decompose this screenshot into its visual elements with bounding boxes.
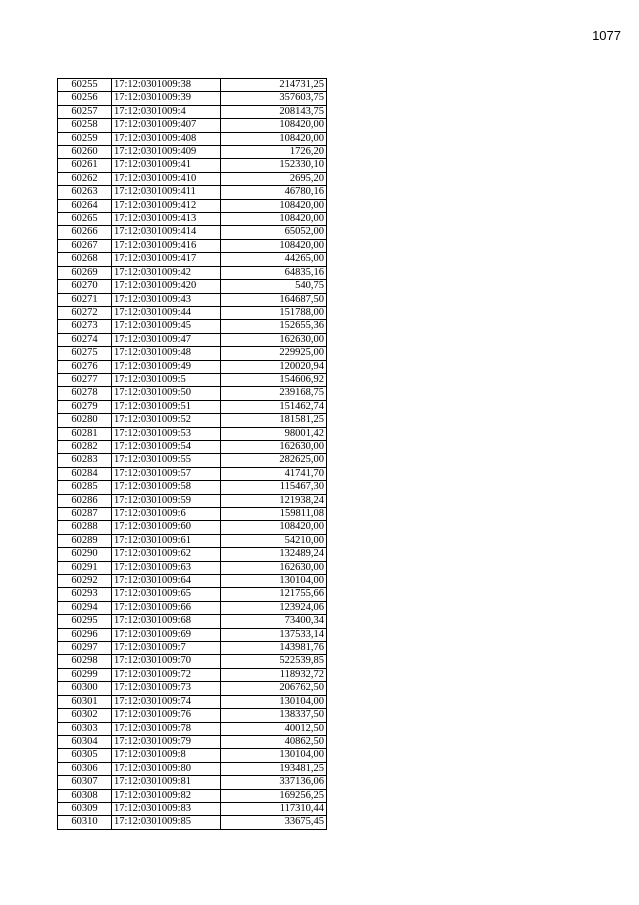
row-number-cell: 60303 xyxy=(58,722,112,735)
value-cell: 98001,42 xyxy=(221,427,327,440)
row-number-cell: 60255 xyxy=(58,79,112,92)
table-row xyxy=(58,253,327,266)
cadastral-number-cell: 17:12:0301009:54 xyxy=(112,440,221,453)
table-row xyxy=(58,320,327,333)
table-row xyxy=(58,735,327,748)
table-row xyxy=(58,749,327,762)
page-number: 1077 xyxy=(592,28,621,43)
table-row xyxy=(58,561,327,574)
value-cell: 159811,08 xyxy=(221,508,327,521)
cadastral-number-cell: 17:12:0301009:6 xyxy=(112,508,221,521)
table-row xyxy=(58,239,327,252)
row-number-cell: 60284 xyxy=(58,467,112,480)
row-number-cell: 60298 xyxy=(58,655,112,668)
cadastral-number-cell: 17:12:0301009:50 xyxy=(112,387,221,400)
cadastral-number-cell: 17:12:0301009:48 xyxy=(112,347,221,360)
value-cell: 123924,06 xyxy=(221,601,327,614)
row-number-cell: 60269 xyxy=(58,266,112,279)
value-cell: 130104,00 xyxy=(221,749,327,762)
value-cell: 143981,76 xyxy=(221,642,327,655)
row-number-cell: 60275 xyxy=(58,347,112,360)
value-cell: 108420,00 xyxy=(221,521,327,534)
table-row xyxy=(58,628,327,641)
row-number-cell: 60283 xyxy=(58,454,112,467)
table-row xyxy=(58,119,327,132)
table-row xyxy=(58,266,327,279)
table-row xyxy=(58,293,327,306)
value-cell: 239168,75 xyxy=(221,387,327,400)
row-number-cell: 60281 xyxy=(58,427,112,440)
row-number-cell: 60272 xyxy=(58,306,112,319)
cadastral-number-cell: 17:12:0301009:410 xyxy=(112,172,221,185)
table-row xyxy=(58,709,327,722)
row-number-cell: 60300 xyxy=(58,682,112,695)
cadastral-number-cell: 17:12:0301009:51 xyxy=(112,400,221,413)
value-cell: 154606,92 xyxy=(221,373,327,386)
cadastral-number-cell: 17:12:0301009:70 xyxy=(112,655,221,668)
row-number-cell: 60258 xyxy=(58,119,112,132)
row-number-cell: 60266 xyxy=(58,226,112,239)
table-row xyxy=(58,816,327,829)
cadastral-number-cell: 17:12:0301009:73 xyxy=(112,682,221,695)
row-number-cell: 60293 xyxy=(58,588,112,601)
value-cell: 130104,00 xyxy=(221,575,327,588)
row-number-cell: 60264 xyxy=(58,199,112,212)
cadastral-number-cell: 17:12:0301009:76 xyxy=(112,709,221,722)
cadastral-number-cell: 17:12:0301009:408 xyxy=(112,132,221,145)
cadastral-number-cell: 17:12:0301009:412 xyxy=(112,199,221,212)
row-number-cell: 60294 xyxy=(58,601,112,614)
table-row xyxy=(58,400,327,413)
row-number-cell: 60305 xyxy=(58,749,112,762)
row-number-cell: 60289 xyxy=(58,534,112,547)
value-cell: 73400,34 xyxy=(221,615,327,628)
table-row xyxy=(58,575,327,588)
row-number-cell: 60292 xyxy=(58,575,112,588)
table-row xyxy=(58,427,327,440)
cadastral-number-cell: 17:12:0301009:60 xyxy=(112,521,221,534)
row-number-cell: 60288 xyxy=(58,521,112,534)
value-cell: 208143,75 xyxy=(221,105,327,118)
cadastral-number-cell: 17:12:0301009:42 xyxy=(112,266,221,279)
value-cell: 522539,85 xyxy=(221,655,327,668)
cadastral-number-cell: 17:12:0301009:64 xyxy=(112,575,221,588)
cadastral-number-cell: 17:12:0301009:52 xyxy=(112,414,221,427)
row-number-cell: 60304 xyxy=(58,735,112,748)
table-row xyxy=(58,132,327,145)
table-row xyxy=(58,642,327,655)
cadastral-number-cell: 17:12:0301009:68 xyxy=(112,615,221,628)
row-number-cell: 60274 xyxy=(58,333,112,346)
table-row xyxy=(58,454,327,467)
value-cell: 2695,20 xyxy=(221,172,327,185)
table-row xyxy=(58,615,327,628)
cadastral-number-cell: 17:12:0301009:65 xyxy=(112,588,221,601)
value-cell: 206762,50 xyxy=(221,682,327,695)
table-row xyxy=(58,226,327,239)
cadastral-number-cell: 17:12:0301009:79 xyxy=(112,735,221,748)
value-cell: 152655,36 xyxy=(221,320,327,333)
value-cell: 181581,25 xyxy=(221,414,327,427)
row-number-cell: 60310 xyxy=(58,816,112,829)
cadastral-number-cell: 17:12:0301009:63 xyxy=(112,561,221,574)
value-cell: 117310,44 xyxy=(221,802,327,815)
table-row xyxy=(58,588,327,601)
value-cell: 151788,00 xyxy=(221,306,327,319)
row-number-cell: 60273 xyxy=(58,320,112,333)
cadastral-number-cell: 17:12:0301009:82 xyxy=(112,789,221,802)
value-cell: 162630,00 xyxy=(221,561,327,574)
value-cell: 138337,50 xyxy=(221,709,327,722)
row-number-cell: 60297 xyxy=(58,642,112,655)
row-number-cell: 60308 xyxy=(58,789,112,802)
table-row xyxy=(58,186,327,199)
cadastral-number-cell: 17:12:0301009:55 xyxy=(112,454,221,467)
value-cell: 65052,00 xyxy=(221,226,327,239)
value-cell: 118932,72 xyxy=(221,668,327,681)
row-number-cell: 60279 xyxy=(58,400,112,413)
value-cell: 1726,20 xyxy=(221,146,327,159)
row-number-cell: 60276 xyxy=(58,360,112,373)
value-cell: 162630,00 xyxy=(221,333,327,346)
value-cell: 41741,70 xyxy=(221,467,327,480)
value-cell: 108420,00 xyxy=(221,119,327,132)
cadastre-table xyxy=(57,78,327,830)
row-number-cell: 60257 xyxy=(58,105,112,118)
table-row xyxy=(58,494,327,507)
value-cell: 108420,00 xyxy=(221,132,327,145)
table-row xyxy=(58,280,327,293)
table-row xyxy=(58,695,327,708)
cadastral-number-cell: 17:12:0301009:74 xyxy=(112,695,221,708)
table-row xyxy=(58,92,327,105)
table-row xyxy=(58,802,327,815)
table-body xyxy=(58,79,327,830)
cadastral-number-cell: 17:12:0301009:416 xyxy=(112,239,221,252)
table-row xyxy=(58,601,327,614)
value-cell: 540,75 xyxy=(221,280,327,293)
value-cell: 40862,50 xyxy=(221,735,327,748)
value-cell: 33675,45 xyxy=(221,816,327,829)
table-row xyxy=(58,199,327,212)
table-row xyxy=(58,521,327,534)
value-cell: 121755,66 xyxy=(221,588,327,601)
cadastral-number-cell: 17:12:0301009:8 xyxy=(112,749,221,762)
cadastral-number-cell: 17:12:0301009:59 xyxy=(112,494,221,507)
cadastral-number-cell: 17:12:0301009:78 xyxy=(112,722,221,735)
cadastral-number-cell: 17:12:0301009:62 xyxy=(112,548,221,561)
table-row xyxy=(58,105,327,118)
cadastral-number-cell: 17:12:0301009:61 xyxy=(112,534,221,547)
cadastral-number-cell: 17:12:0301009:43 xyxy=(112,293,221,306)
table-row xyxy=(58,306,327,319)
value-cell: 229925,00 xyxy=(221,347,327,360)
table-row xyxy=(58,481,327,494)
value-cell: 54210,00 xyxy=(221,534,327,547)
table-row xyxy=(58,333,327,346)
table-row xyxy=(58,762,327,775)
value-cell: 137533,14 xyxy=(221,628,327,641)
cadastral-number-cell: 17:12:0301009:57 xyxy=(112,467,221,480)
table-row xyxy=(58,440,327,453)
row-number-cell: 60270 xyxy=(58,280,112,293)
cadastral-number-cell: 17:12:0301009:44 xyxy=(112,306,221,319)
cadastral-number-cell: 17:12:0301009:80 xyxy=(112,762,221,775)
value-cell: 108420,00 xyxy=(221,213,327,226)
row-number-cell: 60262 xyxy=(58,172,112,185)
row-number-cell: 60301 xyxy=(58,695,112,708)
cadastral-number-cell: 17:12:0301009:81 xyxy=(112,776,221,789)
row-number-cell: 60287 xyxy=(58,508,112,521)
cadastral-number-cell: 17:12:0301009:49 xyxy=(112,360,221,373)
row-number-cell: 60285 xyxy=(58,481,112,494)
row-number-cell: 60286 xyxy=(58,494,112,507)
table-row xyxy=(58,548,327,561)
cadastral-number-cell: 17:12:0301009:417 xyxy=(112,253,221,266)
value-cell: 337136,06 xyxy=(221,776,327,789)
row-number-cell: 60307 xyxy=(58,776,112,789)
table-row xyxy=(58,508,327,521)
value-cell: 132489,24 xyxy=(221,548,327,561)
row-number-cell: 60261 xyxy=(58,159,112,172)
row-number-cell: 60263 xyxy=(58,186,112,199)
cadastral-number-cell: 17:12:0301009:7 xyxy=(112,642,221,655)
value-cell: 151462,74 xyxy=(221,400,327,413)
row-number-cell: 60260 xyxy=(58,146,112,159)
value-cell: 40012,50 xyxy=(221,722,327,735)
value-cell: 64835,16 xyxy=(221,266,327,279)
row-number-cell: 60265 xyxy=(58,213,112,226)
cadastral-number-cell: 17:12:0301009:409 xyxy=(112,146,221,159)
row-number-cell: 60291 xyxy=(58,561,112,574)
value-cell: 162630,00 xyxy=(221,440,327,453)
cadastral-number-cell: 17:12:0301009:4 xyxy=(112,105,221,118)
value-cell: 164687,50 xyxy=(221,293,327,306)
value-cell: 115467,30 xyxy=(221,481,327,494)
value-cell: 152330,10 xyxy=(221,159,327,172)
row-number-cell: 60309 xyxy=(58,802,112,815)
row-number-cell: 60256 xyxy=(58,92,112,105)
row-number-cell: 60271 xyxy=(58,293,112,306)
value-cell: 108420,00 xyxy=(221,239,327,252)
row-number-cell: 60295 xyxy=(58,615,112,628)
value-cell: 282625,00 xyxy=(221,454,327,467)
value-cell: 120020,94 xyxy=(221,360,327,373)
value-cell: 108420,00 xyxy=(221,199,327,212)
row-number-cell: 60268 xyxy=(58,253,112,266)
table-row xyxy=(58,414,327,427)
row-number-cell: 60277 xyxy=(58,373,112,386)
cadastral-number-cell: 17:12:0301009:414 xyxy=(112,226,221,239)
cadastral-number-cell: 17:12:0301009:85 xyxy=(112,816,221,829)
cadastral-number-cell: 17:12:0301009:38 xyxy=(112,79,221,92)
value-cell: 121938,24 xyxy=(221,494,327,507)
row-number-cell: 60302 xyxy=(58,709,112,722)
table-row xyxy=(58,387,327,400)
table-row xyxy=(58,172,327,185)
cadastral-number-cell: 17:12:0301009:420 xyxy=(112,280,221,293)
table-row xyxy=(58,655,327,668)
value-cell: 214731,25 xyxy=(221,79,327,92)
cadastral-number-cell: 17:12:0301009:47 xyxy=(112,333,221,346)
cadastral-number-cell: 17:12:0301009:58 xyxy=(112,481,221,494)
row-number-cell: 60299 xyxy=(58,668,112,681)
cadastral-number-cell: 17:12:0301009:41 xyxy=(112,159,221,172)
row-number-cell: 60282 xyxy=(58,440,112,453)
row-number-cell: 60280 xyxy=(58,414,112,427)
row-number-cell: 60259 xyxy=(58,132,112,145)
table-row xyxy=(58,373,327,386)
row-number-cell: 60278 xyxy=(58,387,112,400)
value-cell: 44265,00 xyxy=(221,253,327,266)
row-number-cell: 60306 xyxy=(58,762,112,775)
table-row xyxy=(58,789,327,802)
table-row xyxy=(58,776,327,789)
cadastral-number-cell: 17:12:0301009:66 xyxy=(112,601,221,614)
cadastral-number-cell: 17:12:0301009:83 xyxy=(112,802,221,815)
table-row xyxy=(58,682,327,695)
cadastral-number-cell: 17:12:0301009:5 xyxy=(112,373,221,386)
value-cell: 130104,00 xyxy=(221,695,327,708)
table-row xyxy=(58,668,327,681)
cadastral-number-cell: 17:12:0301009:407 xyxy=(112,119,221,132)
table-row xyxy=(58,722,327,735)
value-cell: 357603,75 xyxy=(221,92,327,105)
cadastral-number-cell: 17:12:0301009:53 xyxy=(112,427,221,440)
table-row xyxy=(58,467,327,480)
cadastral-number-cell: 17:12:0301009:72 xyxy=(112,668,221,681)
cadastral-number-cell: 17:12:0301009:69 xyxy=(112,628,221,641)
cadastral-number-cell: 17:12:0301009:45 xyxy=(112,320,221,333)
value-cell: 46780,16 xyxy=(221,186,327,199)
table-row xyxy=(58,79,327,92)
cadastral-number-cell: 17:12:0301009:413 xyxy=(112,213,221,226)
table-row xyxy=(58,159,327,172)
table-row xyxy=(58,360,327,373)
row-number-cell: 60290 xyxy=(58,548,112,561)
table-row xyxy=(58,213,327,226)
cadastral-number-cell: 17:12:0301009:411 xyxy=(112,186,221,199)
row-number-cell: 60267 xyxy=(58,239,112,252)
row-number-cell: 60296 xyxy=(58,628,112,641)
value-cell: 193481,25 xyxy=(221,762,327,775)
table-row xyxy=(58,534,327,547)
cadastral-number-cell: 17:12:0301009:39 xyxy=(112,92,221,105)
table-row xyxy=(58,146,327,159)
value-cell: 169256,25 xyxy=(221,789,327,802)
table-row xyxy=(58,347,327,360)
